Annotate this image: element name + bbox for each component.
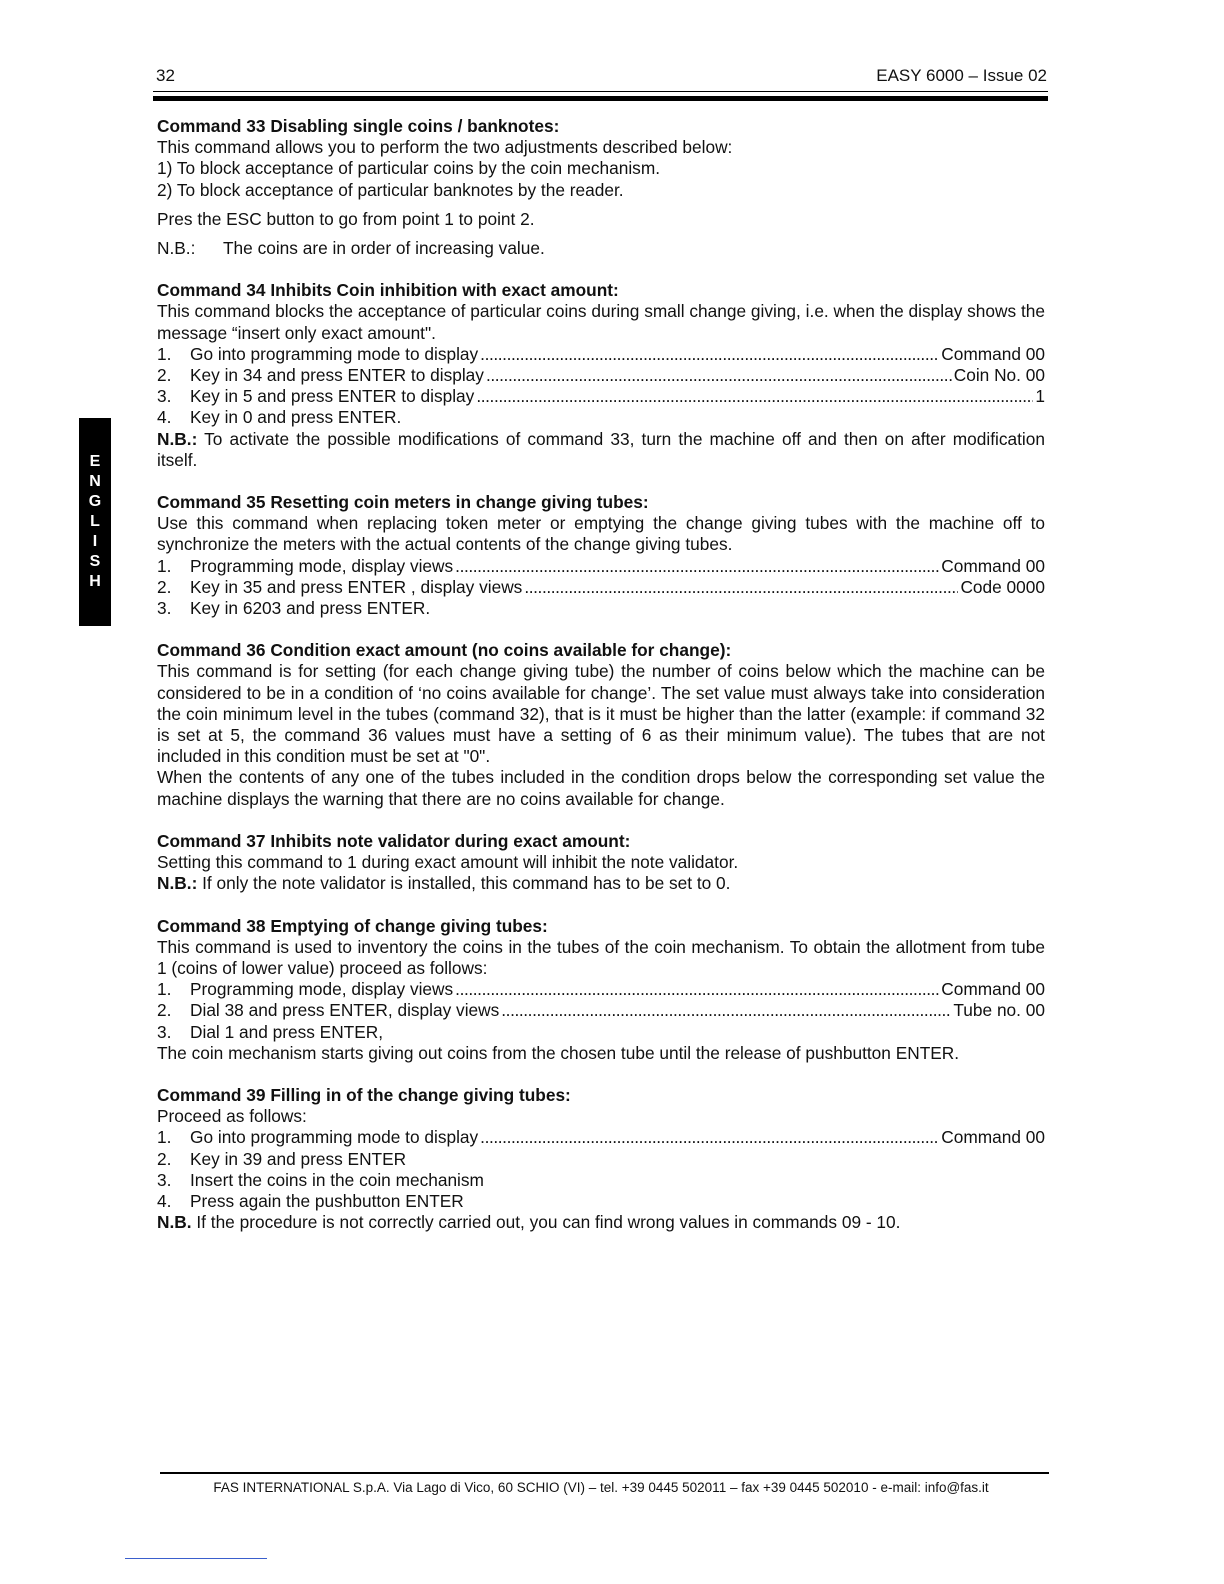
command-38-step: [157, 1022, 1045, 1043]
dot-leader: [480, 1127, 939, 1148]
step-label: Key in 35 and press ENTER , display views: [190, 576, 523, 597]
command-34-step: [157, 344, 1045, 365]
side-tab-letter: H: [89, 573, 101, 590]
footnote-rule: [125, 1558, 267, 1559]
header-rule-thick: [153, 96, 1048, 101]
header-rule-thin: [153, 91, 1048, 92]
step-value: Code 0000: [960, 576, 1045, 597]
command-33-intro: This command allows you to perform the two adjustments described below:: [157, 137, 733, 158]
page-content: [157, 116, 1045, 1233]
command-38-step: [157, 979, 1045, 1000]
command-34-description: This command blocks the acceptance of particular coins during small change giving, i.e. when the display shows the message “insert only exact amount".: [157, 301, 1045, 343]
dot-leader: [476, 386, 1033, 407]
command-35-step: [157, 577, 1045, 598]
language-side-tab: [79, 418, 111, 626]
step-label: Go into programming mode to display: [190, 343, 479, 364]
step-label: Key in 34 and press ENTER to display: [190, 365, 484, 386]
command-33-esc-note: Pres the ESC button to go from point 1 to point 2.: [157, 208, 535, 229]
command-36-description: This command is for setting (for each change giving tube) the number of coins below which the machine can be considered to be in a condition of ‘no coins available for change’. The set value must always take into consideration the coin minimum level in the tubes (command 32), that is it must be higher than the latter (example: if command 32 is set at 5, the command 36 values must have a setting of 6 as their minimum value). The tubes that are not included in this condition must be set at "0".: [157, 661, 1045, 767]
step-label: Key in 5 and press ENTER to display: [190, 386, 475, 407]
step-value: Tube no. 00: [953, 1000, 1045, 1021]
command-34-step: [157, 407, 1045, 428]
command-35-heading: Command 35 Resetting coin meters in change giving tubes:: [157, 492, 649, 513]
command-35-description: Use this command when replacing token meter or emptying the change giving tubes with the machine off to synchronize the meters with the actual contents of the change giving tubes.: [157, 513, 1045, 555]
step-label: Key in 6203 and press ENTER.: [190, 598, 431, 619]
command-39-step: [157, 1170, 1045, 1191]
step-label: Programming mode, display views: [190, 979, 454, 1000]
dot-leader: [501, 1000, 951, 1021]
nb-tag: N.B.:: [157, 238, 196, 259]
side-tab-letter: I: [92, 533, 98, 550]
command-37-nb: [157, 873, 1045, 894]
command-39-heading: Command 39 Filling in of the change giving tubes:: [157, 1084, 571, 1105]
dot-leader: [455, 979, 939, 1000]
command-39-step: [157, 1127, 1045, 1148]
step-label: Programming mode, display views: [190, 555, 454, 576]
command-34-step: [157, 386, 1045, 407]
step-number: 2.: [157, 1148, 172, 1169]
command-38-description: This command is used to inventory the coins in the tubes of the coin mechanism. To obtain the allotment from tube 1 (coins of lower value) proceed as follows:: [157, 936, 1045, 978]
command-37-description: Setting this command to 1 during exact amount will inhibit the note validator.: [157, 852, 739, 873]
step-value: 1: [1035, 386, 1045, 407]
step-number: 4.: [157, 1190, 172, 1211]
command-34-step: [157, 365, 1045, 386]
step-label: Key in 0 and press ENTER.: [190, 407, 402, 428]
command-35-step: [157, 598, 1045, 619]
command-39-nb: [157, 1212, 1045, 1233]
command-39-step: [157, 1149, 1045, 1170]
step-value: Command 00: [941, 979, 1045, 1000]
command-39-intro: Proceed as follows:: [157, 1106, 307, 1127]
command-38-step: [157, 1000, 1045, 1021]
nb-text: To activate the possible modifications of command 33, turn the machine off and then on after modification itself.: [157, 428, 1045, 470]
command-36-description-2: When the contents of any one of the tubes included in the condition drops below the corresponding set value the machine displays the warning that there are no coins available for change.: [157, 767, 1045, 809]
dot-leader: [455, 556, 939, 577]
page-number: 32: [156, 66, 175, 85]
command-39-step: [157, 1191, 1045, 1212]
step-number: 3.: [157, 598, 172, 619]
side-tab-letter: G: [88, 493, 102, 510]
page-footer: FAS INTERNATIONAL S.p.A. Via Lago di Vico, 60 SCHIO (VI) – tel. +39 0445 502011 – fax +39 0445 502010 - e-mail: info@fas.it: [213, 1480, 989, 1495]
step-number: 1.: [157, 555, 172, 576]
step-label: Press again the pushbutton ENTER: [190, 1190, 464, 1211]
nb-text: If only the note validator is installed, this command has to be set to 0.: [197, 873, 731, 894]
command-38-heading: Command 38 Emptying of change giving tubes:: [157, 915, 548, 936]
step-number: 2.: [157, 576, 172, 597]
step-number: 3.: [157, 386, 172, 407]
dot-leader: [480, 344, 939, 365]
side-tab-letter: N: [89, 473, 101, 490]
step-number: 1.: [157, 1127, 172, 1148]
side-tab-letter: E: [89, 453, 101, 470]
step-value: Command 00: [941, 555, 1045, 576]
command-36-heading: Command 36 Condition exact amount (no coins available for change):: [157, 640, 732, 661]
nb-tag: N.B.:: [157, 873, 198, 894]
step-number: 4.: [157, 407, 172, 428]
nb-tag: N.B.:: [157, 428, 198, 449]
side-tab-letter: L: [90, 513, 100, 530]
side-tab-letter: S: [89, 553, 101, 570]
step-number: 2.: [157, 365, 172, 386]
step-value: Command 00: [941, 1127, 1045, 1148]
step-number: 1.: [157, 979, 172, 1000]
step-label: Go into programming mode to display: [190, 1127, 479, 1148]
command-33-heading: Command 33 Disabling single coins / banknotes:: [157, 116, 560, 136]
step-value: Command 00: [941, 343, 1045, 364]
command-37-heading: Command 37 Inhibits note validator during exact amount:: [157, 830, 631, 851]
step-number: 2.: [157, 1000, 172, 1021]
command-35-step: [157, 556, 1045, 577]
dot-leader: [524, 577, 958, 598]
command-34-heading: Command 34 Inhibits Coin inhibition with exact amount:: [157, 280, 619, 301]
step-label: Dial 38 and press ENTER, display views: [190, 1000, 500, 1021]
footer-rule: [160, 1472, 1049, 1474]
command-33-nb: [157, 238, 1045, 259]
nb-text: The coins are in order of increasing value.: [223, 238, 545, 259]
command-34-nb: [157, 429, 1045, 471]
dot-leader: [486, 365, 952, 386]
step-number: 3.: [157, 1021, 172, 1042]
step-label: Dial 1 and press ENTER,: [190, 1021, 384, 1042]
command-33-item-2: 2) To block acceptance of particular banknotes by the reader.: [157, 179, 624, 200]
command-33-item-1: 1) To block acceptance of particular coins by the coin mechanism.: [157, 158, 661, 179]
document-title: EASY 6000 – Issue 02: [876, 66, 1047, 85]
step-value: Coin No. 00: [953, 365, 1045, 386]
step-number: 1.: [157, 343, 172, 364]
nb-tag: N.B.: [157, 1212, 192, 1233]
nb-text: If the procedure is not correctly carried out, you can find wrong values in commands 09 - 10.: [191, 1212, 901, 1233]
step-label: Key in 39 and press ENTER: [190, 1148, 407, 1169]
page-header: [153, 66, 1047, 90]
step-label: Insert the coins in the coin mechanism: [190, 1169, 484, 1190]
command-38-after-text: The coin mechanism starts giving out coins from the chosen tube until the release of pushbutton ENTER.: [157, 1042, 960, 1063]
step-number: 3.: [157, 1169, 172, 1190]
